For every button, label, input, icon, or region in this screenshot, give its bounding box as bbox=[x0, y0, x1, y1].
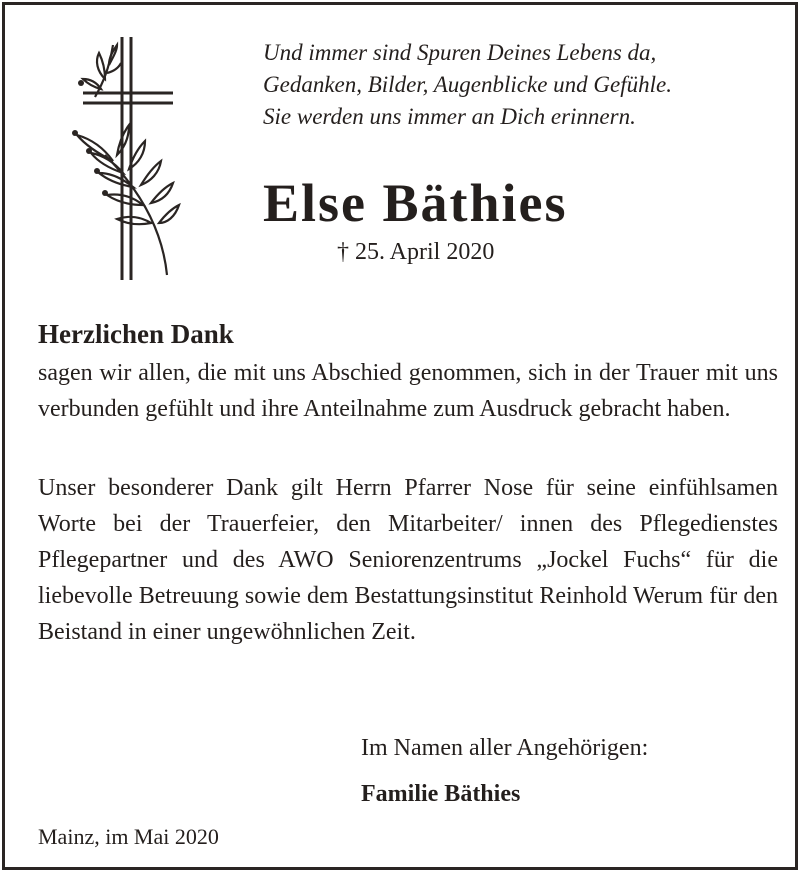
deceased-name: Else Bäthies bbox=[263, 173, 568, 233]
death-date: † 25. April 2020 bbox=[337, 239, 495, 265]
verse-line: Gedanken, Bilder, Augenblicke und Gefühle. bbox=[263, 72, 672, 97]
place-and-date: Mainz, im Mai 2020 bbox=[38, 824, 219, 849]
cross-with-palm-branch-icon bbox=[65, 35, 185, 285]
signature-family: Familie Bäthies bbox=[361, 781, 521, 807]
obituary-notice bbox=[2, 2, 798, 870]
special-thanks-paragraph: Unser besonderer Dank gilt Herrn Pfarrer Nose für seine einfühlsamen Worte bei der Trauerfeier, den Mitarbeiter/ innen des Pflegedienstes Pflegepartner und des AWO Seniorenzentrums „Jockel Fuchs“ für die liebevolle Betreuung sowie dem Bestattungsinstitut Reinhold Werum für den Beistand in einer ungewöhnlichen Zeit. bbox=[38, 475, 778, 645]
thanks-paragraph: sagen wir allen, die mit uns Abschied genommen, sich in der Trauer mit uns verbunden gefühlt und ihre Anteilnahme zum Ausdruck gebracht haben. bbox=[38, 360, 778, 422]
verse-line: Und immer sind Spuren Deines Lebens da, bbox=[263, 40, 657, 65]
memorial-verse bbox=[263, 37, 783, 133]
verse-line: Sie werden uns immer an Dich erinnern. bbox=[263, 104, 636, 129]
signature-intro: Im Namen aller Angehörigen: bbox=[361, 735, 649, 761]
thanks-heading: Herzlichen Dank bbox=[38, 319, 234, 349]
